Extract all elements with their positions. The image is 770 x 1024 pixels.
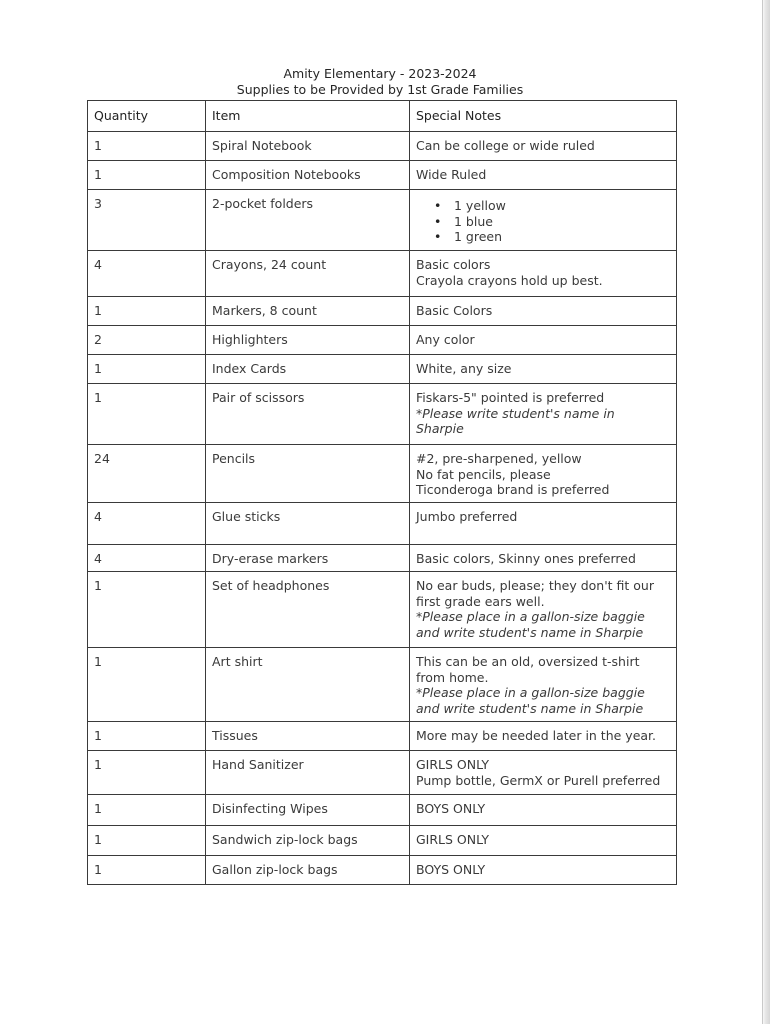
quantity-cell: 1 [88, 355, 206, 384]
table-body [88, 132, 677, 885]
column-header-quantity: Quantity [88, 101, 206, 132]
quantity-cell: 24 [88, 445, 206, 503]
table-row [88, 826, 677, 856]
table-row [88, 161, 677, 190]
quantity-cell: 1 [88, 161, 206, 190]
item-cell: Markers, 8 count [206, 297, 410, 326]
note-line: Basic Colors [416, 303, 493, 318]
item-cell: Spiral Notebook [206, 132, 410, 161]
quantity-cell: 1 [88, 722, 206, 751]
notes-cell [410, 384, 677, 445]
quantity-cell: 1 [88, 751, 206, 795]
item-cell: Highlighters [206, 326, 410, 355]
table-row [88, 545, 677, 572]
folder-color-item: • 1 green [454, 229, 670, 245]
quantity-cell: 4 [88, 251, 206, 297]
note-line: Any color [416, 332, 475, 347]
note-line: BOYS ONLY [416, 862, 486, 877]
note-line: More may be needed later in the year. [416, 728, 657, 743]
note-italic-line: *Please write student's name in [416, 405, 615, 421]
quantity-cell: 3 [88, 190, 206, 251]
folder-color-item: • 1 blue [454, 214, 670, 230]
table-row [88, 648, 677, 722]
table-header-row [88, 101, 677, 132]
notes-cell [410, 503, 677, 545]
item-cell: Gallon zip-lock bags [206, 856, 410, 885]
table-row [88, 251, 677, 297]
note-italic-line: Sharpie [416, 421, 464, 436]
table-row [88, 722, 677, 751]
table-row [88, 190, 677, 251]
item-cell: Art shirt [206, 648, 410, 722]
table-row [88, 572, 677, 648]
note-italic-line: and write student's name in Sharpie [416, 700, 644, 716]
note-line: Ticonderoga brand is preferred [416, 482, 610, 497]
school-year-title: Amity Elementary - 2023-2024 [283, 66, 477, 81]
notes-cell [410, 856, 677, 885]
note-line: #2, pre-sharpened, yellow [416, 451, 582, 466]
folder-color-list [416, 198, 670, 245]
note-line: GIRLS ONLY [416, 832, 490, 847]
note-italic-line: *Please place in a gallon-size baggie [416, 685, 645, 700]
quantity-cell: 1 [88, 132, 206, 161]
note-line: Pump bottle, GermX or Purell preferred [416, 772, 661, 788]
item-cell: Set of headphones [206, 572, 410, 648]
item-cell: 2-pocket folders [206, 190, 410, 251]
table-row [88, 355, 677, 384]
note-line: GIRLS ONLY [416, 757, 490, 772]
note-line: Fiskars-5" pointed is preferred [416, 390, 605, 405]
note-line: No ear buds, please; they don't fit our [416, 578, 654, 593]
notes-cell [410, 826, 677, 856]
notes-cell [410, 722, 677, 751]
notes-cell [410, 751, 677, 795]
item-cell: Hand Sanitizer [206, 751, 410, 795]
notes-cell [410, 795, 677, 826]
item-cell: Composition Notebooks [206, 161, 410, 190]
supplies-table [87, 100, 677, 885]
folder-color-item: • 1 yellow [454, 198, 670, 214]
item-cell: Index Cards [206, 355, 410, 384]
notes-cell [410, 161, 677, 190]
notes-cell [410, 445, 677, 503]
table-row [88, 326, 677, 355]
quantity-cell: 1 [88, 648, 206, 722]
item-cell: Glue sticks [206, 503, 410, 545]
table-row [88, 503, 677, 545]
notes-cell [410, 572, 677, 648]
quantity-cell: 1 [88, 795, 206, 826]
table-row [88, 751, 677, 795]
item-cell: Sandwich zip-lock bags [206, 826, 410, 856]
table-row [88, 384, 677, 445]
item-cell: Pencils [206, 445, 410, 503]
notes-cell [410, 648, 677, 722]
notes-cell [410, 297, 677, 326]
notes-cell [410, 355, 677, 384]
note-line: White, any size [416, 361, 512, 376]
note-line: from home. [416, 669, 489, 685]
note-line: Crayola crayons hold up best. [416, 272, 603, 288]
quantity-cell: 1 [88, 856, 206, 885]
note-italic-line: *Please place in a gallon-size baggie [416, 609, 645, 624]
quantity-cell: 1 [88, 826, 206, 856]
notes-cell [410, 545, 677, 572]
note-line: Jumbo preferred [416, 509, 518, 524]
note-line: BOYS ONLY [416, 801, 486, 816]
notes-cell [410, 132, 677, 161]
note-italic-line: and write student's name in Sharpie [416, 624, 644, 640]
table-row [88, 297, 677, 326]
notes-cell [410, 190, 677, 251]
note-line: This can be an old, oversized t-shirt [416, 654, 640, 669]
notes-cell [410, 326, 677, 355]
note-line: first grade ears well. [416, 593, 545, 609]
item-cell: Disinfecting Wipes [206, 795, 410, 826]
note-line: No fat pencils, please [416, 466, 551, 482]
column-header-special-notes: Special Notes [410, 101, 677, 132]
table-row [88, 132, 677, 161]
table-row [88, 445, 677, 503]
page-edge-line [762, 0, 763, 1024]
table-row [88, 795, 677, 826]
quantity-cell: 2 [88, 326, 206, 355]
quantity-cell: 4 [88, 545, 206, 572]
note-line: Can be college or wide ruled [416, 138, 595, 153]
item-cell: Crayons, 24 count [206, 251, 410, 297]
note-line: Wide Ruled [416, 167, 487, 182]
column-header-item: Item [206, 101, 410, 132]
quantity-cell: 1 [88, 384, 206, 445]
note-line: Basic colors, Skinny ones preferred [416, 551, 636, 566]
item-cell: Dry-erase markers [206, 545, 410, 572]
item-cell: Tissues [206, 722, 410, 751]
notes-cell [410, 251, 677, 297]
quantity-cell: 4 [88, 503, 206, 545]
quantity-cell: 1 [88, 572, 206, 648]
item-cell: Pair of scissors [206, 384, 410, 445]
table-row [88, 856, 677, 885]
document-header [85, 66, 675, 98]
supplies-subtitle: Supplies to be Provided by 1st Grade Families [236, 82, 524, 97]
quantity-cell: 1 [88, 297, 206, 326]
note-line: Basic colors [416, 257, 491, 272]
page-edge-shadow [762, 0, 770, 1024]
